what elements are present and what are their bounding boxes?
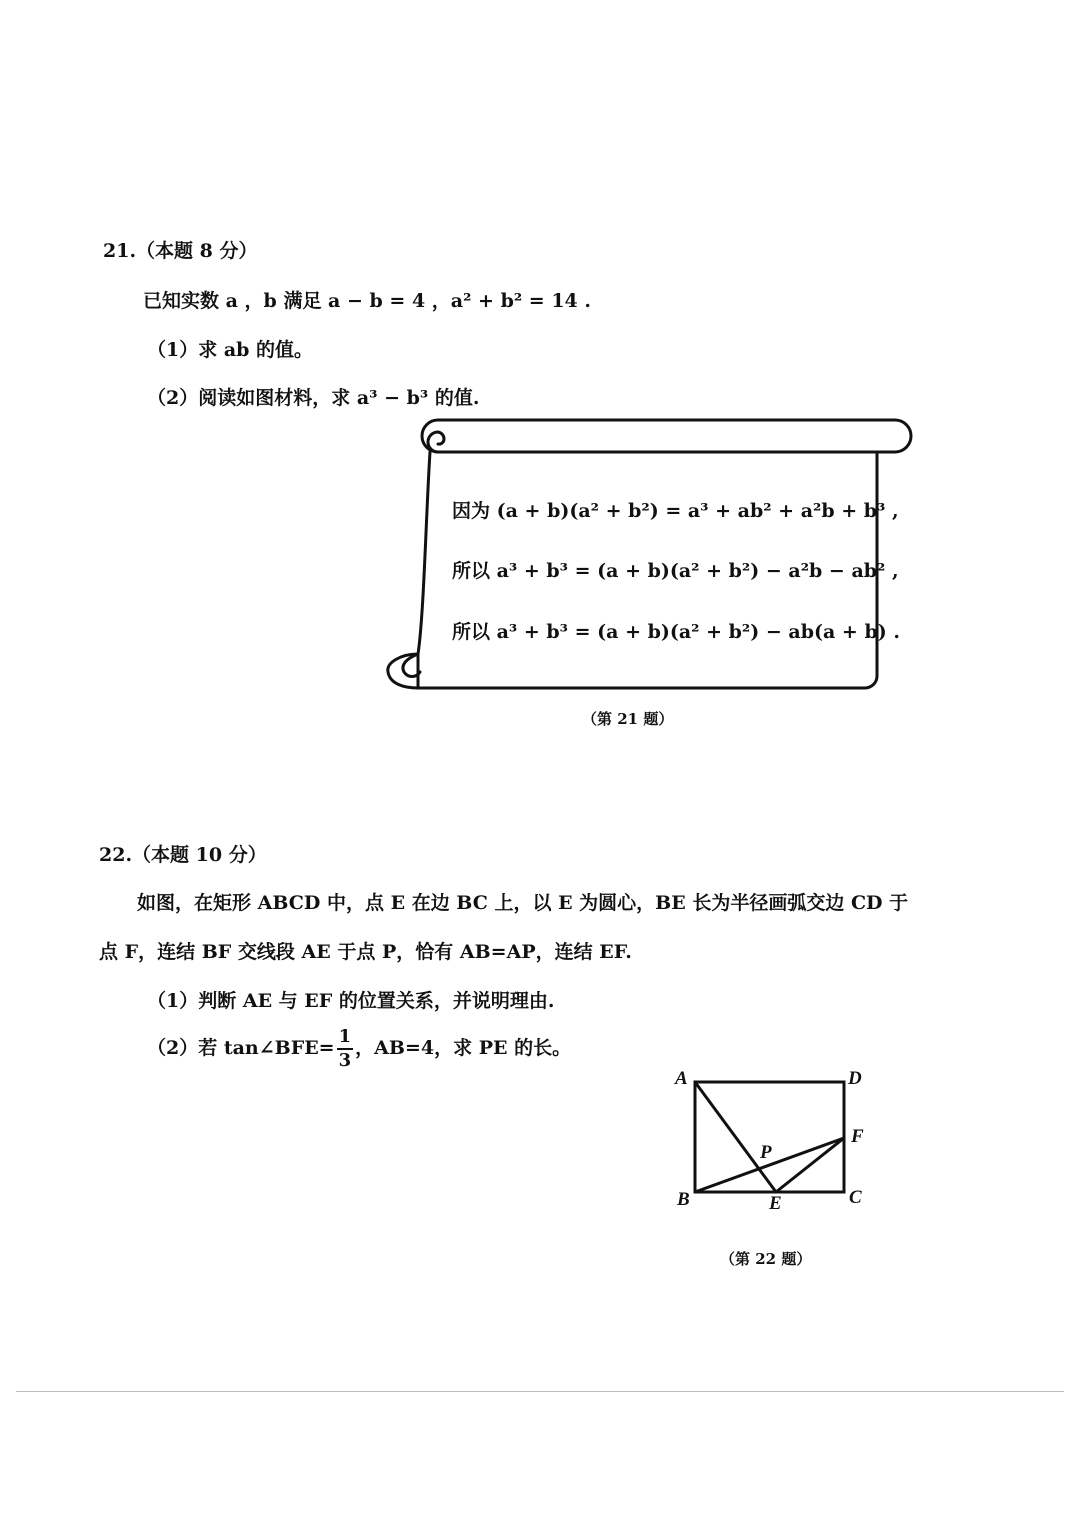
q21-stem: 已知实数 a ，b 满足 a − b = 4 ，a² + b² = 14 . (143, 290, 591, 312)
label-d: D (848, 1068, 862, 1089)
q22-part1: （1）判断 AE 与 EF 的位置关系，并说明理由. (147, 990, 555, 1012)
fraction-denominator: 3 (338, 1050, 352, 1071)
scroll-frame (380, 414, 920, 696)
q22-line1: 如图，在矩形 ABCD 中，点 E 在边 BC 上，以 E 为圆心，BE 长为半径画弧交边 CD 于 (137, 892, 909, 914)
fraction-one-third (337, 1028, 354, 1070)
segment-ae (695, 1082, 776, 1192)
q22-part2-suffix: ，AB=4，求 PE 的长。 (355, 1037, 572, 1059)
fraction-numerator: 1 (337, 1028, 354, 1050)
rectangle-abcd (695, 1082, 844, 1192)
q22-header: 22.（本题 10 分） (99, 844, 267, 866)
scroll-line-2: 所以 a³ + b³ = (a + b)(a² + b²) − a²b − ab² , (452, 560, 899, 582)
label-b: B (677, 1189, 690, 1210)
q22-line2: 点 F，连结 BF 交线段 AE 于点 P，恰有 AB=AP，连结 EF. (99, 941, 632, 963)
q22-caption: （第 22 题） (720, 1250, 812, 1268)
q21-caption: （第 21 题） (582, 710, 674, 728)
segment-ef (776, 1138, 844, 1192)
q21-header: 21.（本题 8 分） (103, 240, 258, 262)
q21-part1: （1）求 ab 的值。 (147, 339, 314, 361)
q21-part2: （2）阅读如图材料，求 a³ − b³ 的值. (147, 387, 480, 409)
label-a: A (675, 1068, 688, 1089)
label-e: E (769, 1193, 782, 1214)
page-bottom-divider (16, 1391, 1064, 1392)
scroll-line-1: 因为 (a + b)(a² + b²) = a³ + ab² + a²b + b³ , (452, 500, 899, 522)
q22-part2 (147, 1026, 571, 1070)
label-p: P (760, 1142, 772, 1163)
q22-part2-prefix: （2）若 tan∠BFE= (147, 1037, 335, 1059)
geometry-figure (665, 1062, 880, 1220)
label-c: C (849, 1187, 862, 1208)
label-f: F (851, 1126, 864, 1147)
scroll-line-3: 所以 a³ + b³ = (a + b)(a² + b²) − ab(a + b) . (452, 621, 900, 643)
